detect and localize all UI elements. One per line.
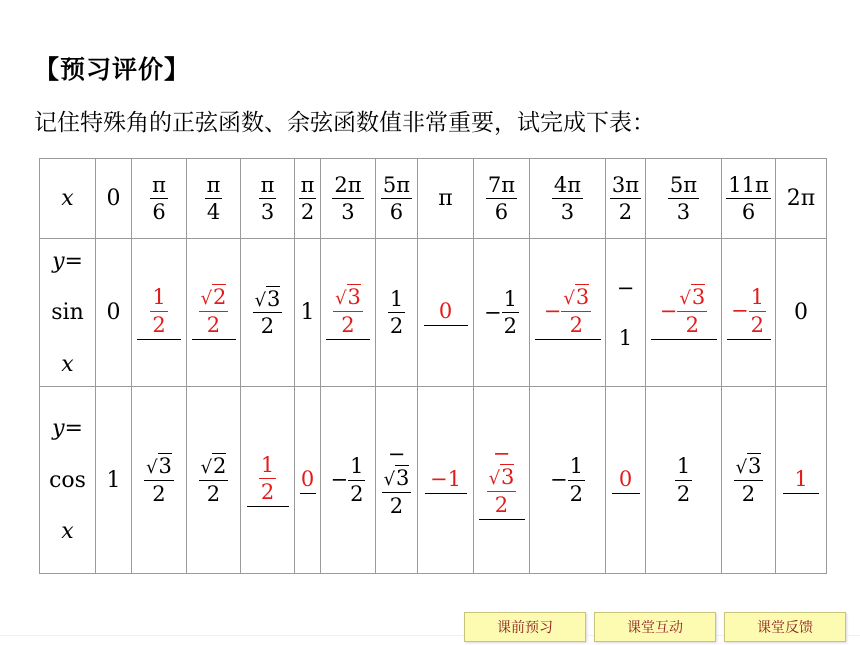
cos-value: 1	[106, 467, 121, 493]
sin-cell	[96, 239, 132, 387]
angle-cell	[776, 159, 827, 239]
angle-cell: $\frac{5\pi}{3}$	[646, 159, 722, 239]
cos-cell: − $\frac{√3}{2}$	[474, 387, 530, 574]
nav-feedback-button[interactable]: 课堂反馈	[724, 612, 846, 642]
row-label-x: x	[61, 351, 74, 377]
angle-cell: $\frac{2\pi}{3}$	[321, 159, 376, 239]
cos-cell: $\frac{1}{2}$	[241, 387, 295, 574]
cos-cell	[776, 387, 827, 574]
sin-label-cell	[40, 239, 96, 387]
sin-cell: − $\frac{√3}{2}$	[646, 239, 722, 387]
sin-row	[40, 239, 827, 387]
angle-cell: $\frac{5\pi}{6}$	[376, 159, 418, 239]
sin-cell: − $\frac{√3}{2}$	[530, 239, 606, 387]
cos-cell: $\frac{√3}{2}$	[132, 387, 187, 574]
angle-cell: $\frac{\pi}{6}$	[132, 159, 187, 239]
sin-cell	[418, 239, 474, 387]
cos-cell	[96, 387, 132, 574]
row-label-func: sin	[51, 300, 84, 325]
cos-cell: − $\frac{1}{2}$	[530, 387, 606, 574]
cos-cell	[418, 387, 474, 574]
angle-cell: $\frac{3\pi}{2}$	[606, 159, 646, 239]
row-label-func: cos	[49, 467, 86, 493]
cos-cell	[295, 387, 321, 574]
cos-row	[40, 387, 827, 574]
nav-preview-button[interactable]: 课前预习	[464, 612, 586, 642]
angle-value: π	[438, 186, 453, 211]
cos-answer: 0	[618, 466, 633, 491]
sin-cell: − $\frac{1}{2}$	[722, 239, 776, 387]
cos-cell: $\frac{√2}{2}$	[187, 387, 241, 574]
row-label-y: y=	[52, 248, 83, 274]
cos-cell: $\frac{1}{2}$	[646, 387, 722, 574]
section-heading: 【预习评价】	[34, 55, 191, 84]
angle-row	[40, 159, 827, 239]
sin-cell	[776, 239, 827, 387]
angle-value: 2π	[786, 186, 816, 211]
cos-cell: − $\frac{√3}{2}$	[376, 387, 418, 574]
sin-answer: 0	[438, 299, 453, 323]
sin-cell: $\frac{1}{2}$	[132, 239, 187, 387]
angle-cell: $\frac{\pi}{3}$	[241, 159, 295, 239]
cos-answer: 1	[794, 466, 808, 491]
cos-cell: $\frac{√3}{2}$	[722, 387, 776, 574]
angle-value: 0	[106, 186, 121, 211]
special-angle-table	[39, 158, 827, 574]
cos-cell	[606, 387, 646, 574]
angle-cell: $\frac{7\pi}{6}$	[474, 159, 530, 239]
instruction-text: 记住特殊角的正弦函数、余弦函数值非常重要，试完成下表：	[34, 110, 655, 136]
angle-cell	[96, 159, 132, 239]
angle-cell: $\frac{\pi}{4}$	[187, 159, 241, 239]
cos-answer: −1	[430, 466, 461, 491]
sin-cell	[295, 239, 321, 387]
angle-cell: $\frac{\pi}{2}$	[295, 159, 321, 239]
angle-cell: $\frac{11\pi}{6}$	[722, 159, 776, 239]
sin-cell: − 1	[606, 239, 646, 387]
row-label-x: x	[61, 519, 74, 544]
sin-value: 0	[794, 300, 808, 325]
nav-bar	[464, 612, 846, 642]
x-label-cell	[40, 159, 96, 239]
row-label-y: y=	[52, 416, 83, 441]
sin-value: 1	[300, 300, 315, 325]
cos-label-cell	[40, 387, 96, 574]
nav-interaction-button[interactable]: 课堂互动	[594, 612, 716, 642]
sin-cell: $\frac{√2}{2}$	[187, 239, 241, 387]
sin-cell: − $\frac{1}{2}$	[474, 239, 530, 387]
x-label: x	[61, 186, 74, 211]
cos-cell: − $\frac{1}{2}$	[321, 387, 376, 574]
sin-cell: $\frac{√3}{2}$	[241, 239, 295, 387]
angle-cell: $\frac{4\pi}{3}$	[530, 159, 606, 239]
sin-cell: $\frac{√3}{2}$	[321, 239, 376, 387]
angle-cell	[418, 159, 474, 239]
cos-answer: 0	[300, 466, 315, 491]
sin-value: 0	[106, 300, 121, 325]
sin-cell: $\frac{1}{2}$	[376, 239, 418, 387]
